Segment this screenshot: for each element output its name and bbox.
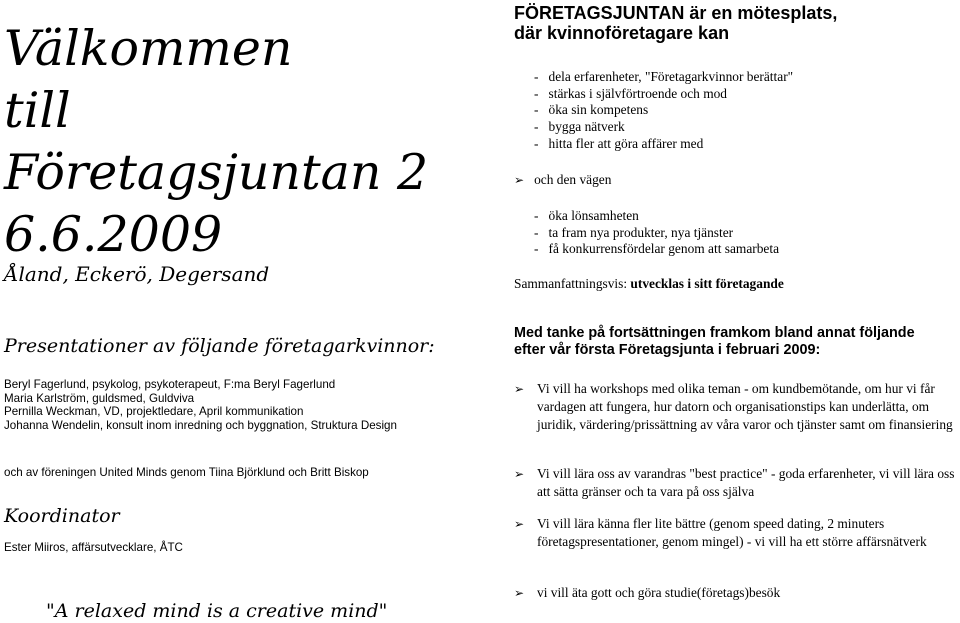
wish-item: ➢ Vi vill ha workshops med olika teman - om kundbemötande, om hur vi får vardagen att fungera, hur datorn och organisationstips kan underlätta, om juridik, värdering/prissättning av våra varor och tjänster samt om finansiering: [514, 381, 953, 433]
organization-text: och av föreningen United Minds genom Tiina Björklund och Britt Biskop: [4, 466, 369, 479]
welcome-title: [4, 18, 464, 266]
list-item: - hitta fler att göra affärer med: [534, 135, 704, 151]
arrow-bullet-icon: ➢: [514, 586, 525, 600]
continuation-heading: [514, 325, 915, 359]
list-item: - ta fram nya produkter, nya tjänster: [534, 224, 734, 240]
heading-line: efter vår första Företagsjunta i februari 2009:: [514, 342, 821, 358]
list-item: - bygga nätverk: [534, 119, 625, 135]
summary-line: [514, 276, 784, 292]
event-date: 6.6.2009: [4, 206, 223, 263]
arrow-bullet-icon: ➢: [514, 173, 525, 187]
wish-item: ➢ Vi vill lära känna fler lite bättre (genom speed dating, 2 minuters företagspresentationer, genom mingel) - vi vill ha ett större affärsnätverk: [514, 516, 927, 550]
wish-item: ➢ vi vill äta gott och göra studie(företags)besök: [514, 584, 960, 602]
summary-bold: utvecklas i sitt företagande: [630, 276, 784, 291]
list-item: - få konkurrensfördelar genom att samarbeta: [534, 241, 780, 257]
arrow-bullet-icon: ➢: [514, 382, 525, 396]
presentations-heading: Presentationer av följande företagarkvinnor:: [4, 335, 435, 357]
results-list: [534, 208, 779, 258]
presenter-item: Johanna Wendelin, konsult inom inredning och byggnation, Struktura Design: [4, 418, 397, 432]
arrow-bullet-icon: ➢: [514, 517, 525, 531]
title-line: FÖRETAGSJUNTAN är en mötesplats,: [514, 3, 838, 23]
quote: "A relaxed mind is a creative mind": [46, 600, 388, 622]
welcome-line: Företagsjuntan 2: [4, 144, 429, 201]
presenter-list: [4, 378, 397, 432]
list-item: - stärkas i självförtroende och mod: [534, 85, 728, 101]
list-item: - öka lönsamheten: [534, 208, 639, 223]
wish-item: ➢ Vi vill lära oss av varandras "best practice" - goda erfarenheter, vi vill lära oss att sätta gränser och ta vara på oss själva: [514, 466, 955, 500]
right-title: [514, 3, 837, 43]
arrow-item: ➢ och den vägen: [514, 172, 612, 187]
coordinator-name: Ester Miiros, affärsutvecklare, ÅTC: [4, 541, 183, 554]
summary-label: Sammanfattningsvis:: [514, 276, 631, 291]
presenter-item: Beryl Fagerlund, psykolog, psykoterapeut, F:ma Beryl Fagerlund: [4, 378, 336, 391]
welcome-line: till: [4, 82, 71, 139]
goals-list: [534, 69, 793, 153]
title-line: där kvinnoföretagare kan: [514, 23, 730, 43]
heading-line: Med tanke på fortsättningen framkom bland annat följande: [514, 325, 915, 341]
arrow-bullet-icon: ➢: [514, 467, 525, 481]
list-item: - dela erfarenheter, "Företagarkvinnor berättar": [534, 69, 794, 84]
presenter-item: Pernilla Weckman, VD, projektledare, April kommunikation: [4, 405, 304, 419]
presenter-item: Maria Karlström, guldsmed, Guldviva: [4, 391, 195, 405]
welcome-line: Välkommen: [4, 20, 293, 77]
event-location: Åland, Eckerö, Degersand: [4, 262, 270, 286]
coordinator-heading: Koordinator: [4, 505, 120, 527]
list-item: - öka sin kompetens: [534, 102, 649, 118]
